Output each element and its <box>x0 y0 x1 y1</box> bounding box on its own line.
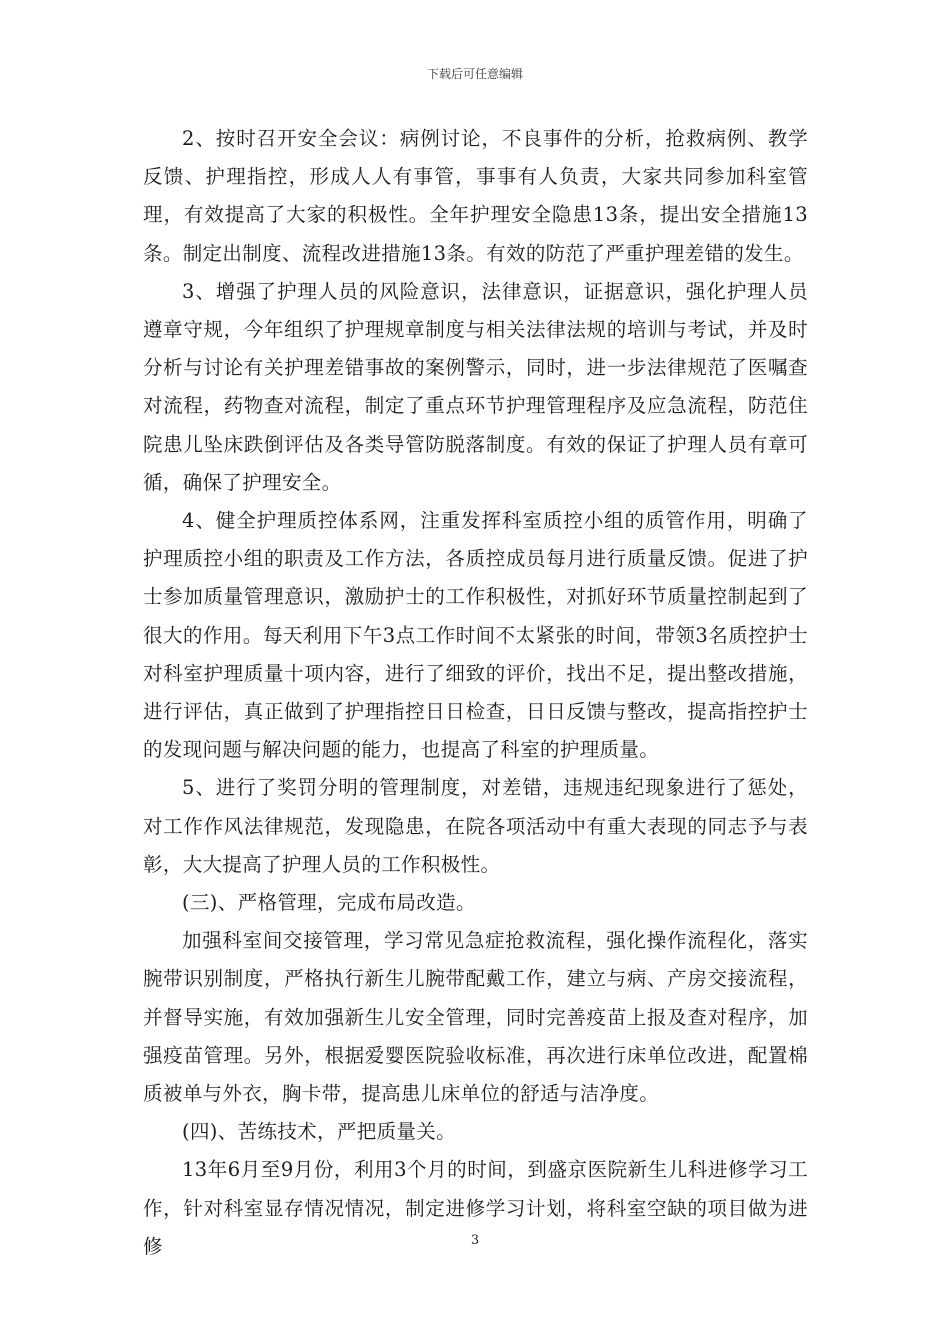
section-heading-3: (三)、严格管理，完成布局改造。 <box>182 891 476 915</box>
paragraph-item-2: 2、按时召开安全会议：病例讨论，不良事件的分析，抢救病例、教学反馈、护理指控，形成人人有事管，事事有人负责，大家共同参加科室管理，有效提高了大家的积极性。全年护理安全隐患13条，提出安全措施13条。制定出制度、流程改进措施13条。有效的防范了严重护理差错的发生。 <box>143 127 808 265</box>
paragraph-training: 13年6月至9月份，利用3个月的时间，到盛京医院新生儿科进修学习工作，针对科室显存情况情况，制定进修学习计划，将科室空缺的项目做为进修 <box>143 1158 808 1258</box>
document-body <box>143 120 808 1266</box>
page-number: 3 <box>470 1233 480 1248</box>
paragraph-management: 加强科室间交接管理，学习常见急症抢救流程，强化操作流程化，落实腕带识别制度，严格执行新生儿腕带配戴工作，建立与病、产房交接流程，并督导实施，有效加强新生儿安全管理，同时完善疫苗上报及查对程序，加强疫苗管理。另外，根据爱婴医院验收标准，再次进行床单位改进，配置棉质被单与外衣，胸卡带，提高患儿床单位的舒适与洁净度。 <box>143 929 808 1106</box>
section-heading-4: (四)、苦练技术，严把质量关。 <box>182 1120 456 1144</box>
paragraph-item-5: 5、进行了奖罚分明的管理制度，对差错，违规违纪现象进行了惩处，对工作作风法律规范，发现隐患，在院各项活动中有重大表现的同志予与表彰，大大提高了护理人员的工作积极性。 <box>143 776 808 876</box>
paragraph-item-3: 3、增强了护理人员的风险意识，法律意识，证据意识，强化护理人员遵章守规，今年组织了护理规章制度与相关法律法规的培训与考试，并及时分析与讨论有关护理差错事故的案例警示，同时，进一步法律规范了医嘱查对流程，药物查对流程，制定了重点环节护理管理程序及应急流程，防范住院患儿坠床跌倒评估及各类导管防脱落制度。有效的保证了护理人员有章可循，确保了护理安全。 <box>143 279 808 494</box>
page-header: 下载后可任意编辑 <box>426 67 523 81</box>
paragraph-item-4: 4、健全护理质控体系网，注重发挥科室质控小组的质管作用，明确了护理质控小组的职责及工作方法，各质控成员每月进行质量反馈。促进了护士参加质量管理意识，激励护士的工作积极性，对抓好环节质量控制起到了很大的作用。每天利用下午3点工作时间不太紧张的时间，带领3名质控护士对科室护理质量十项内容，进行了细致的评价，找出不足，提出整改措施，进行评估，真正做到了护理指控日日检查，日日反馈与整改，提高指控护士的发现问题与解决问题的能力，也提高了科室的护理质量。 <box>143 509 808 762</box>
